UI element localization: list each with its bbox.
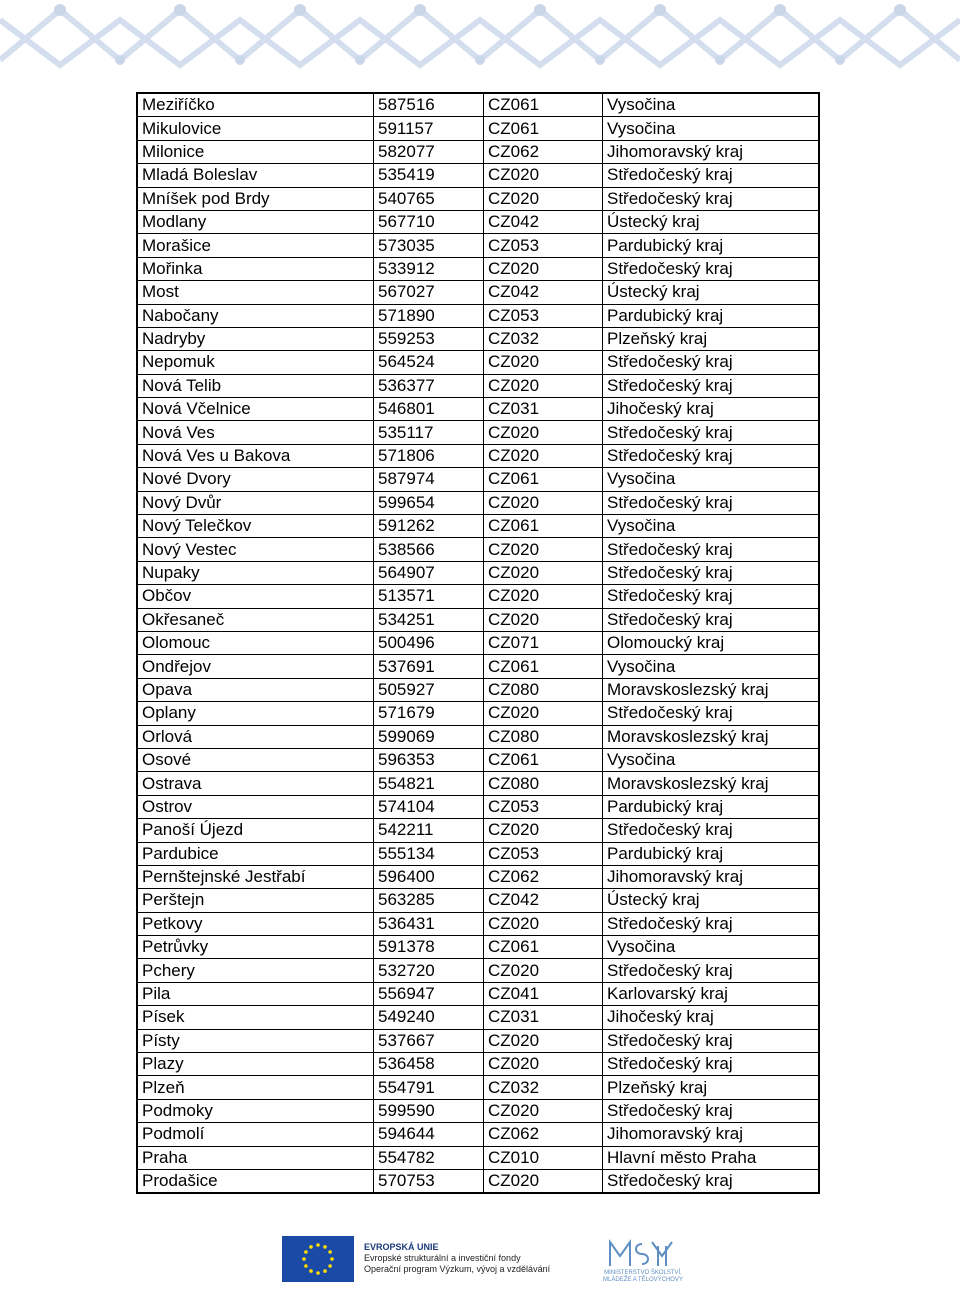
- table-row: [137, 912, 819, 935]
- region-name-cell: Vysočina: [603, 515, 820, 538]
- table-row: [137, 889, 819, 912]
- municipality-code-cell: 549240: [374, 1006, 484, 1029]
- municipality-code-cell: 538566: [374, 538, 484, 561]
- region-name-cell: Ústecký kraj: [603, 210, 820, 233]
- region-name-cell: Vysočina: [603, 655, 820, 678]
- municipality-name-cell: Olomouc: [137, 631, 374, 654]
- region-code-cell: CZ020: [484, 257, 603, 280]
- eu-star-icon: [323, 1269, 327, 1273]
- region-code-cell: CZ032: [484, 327, 603, 350]
- table-row: [137, 304, 819, 327]
- table-row: [137, 398, 819, 421]
- municipality-code-cell: 536431: [374, 912, 484, 935]
- table-row: [137, 327, 819, 350]
- table-row: [137, 608, 819, 631]
- region-name-cell: Středočeský kraj: [603, 819, 820, 842]
- region-name-cell: Středočeský kraj: [603, 1169, 820, 1193]
- municipality-code-cell: 554791: [374, 1076, 484, 1099]
- table-row: [137, 257, 819, 280]
- region-code-cell: CZ020: [484, 444, 603, 467]
- region-code-cell: CZ020: [484, 585, 603, 608]
- region-code-cell: CZ080: [484, 678, 603, 701]
- municipality-code-cell: 536377: [374, 374, 484, 397]
- region-code-cell: CZ053: [484, 842, 603, 865]
- municipality-code-cell: 564524: [374, 351, 484, 374]
- table-row: [137, 351, 819, 374]
- region-name-cell: Jihomoravský kraj: [603, 865, 820, 888]
- municipality-name-cell: Prodašice: [137, 1169, 374, 1193]
- municipality-name-cell: Nový Telečkov: [137, 515, 374, 538]
- municipality-code-cell: 500496: [374, 631, 484, 654]
- eu-star-icon: [323, 1245, 327, 1249]
- region-name-cell: Středočeský kraj: [603, 164, 820, 187]
- table-row: [137, 982, 819, 1005]
- table-row: [137, 585, 819, 608]
- region-name-cell: Jihomoravský kraj: [603, 140, 820, 163]
- table-row: [137, 561, 819, 584]
- region-code-cell: CZ020: [484, 351, 603, 374]
- region-name-cell: Jihočeský kraj: [603, 398, 820, 421]
- table-row: [137, 515, 819, 538]
- region-code-cell: CZ020: [484, 819, 603, 842]
- table-row: [137, 421, 819, 444]
- region-name-cell: Ústecký kraj: [603, 281, 820, 304]
- municipality-code-cell: 567710: [374, 210, 484, 233]
- region-name-cell: Středočeský kraj: [603, 1099, 820, 1122]
- table-row: [137, 655, 819, 678]
- municipality-code-cell: 505927: [374, 678, 484, 701]
- region-code-cell: CZ053: [484, 304, 603, 327]
- eu-flag-icon: [282, 1236, 354, 1282]
- table-row: [137, 281, 819, 304]
- region-code-cell: CZ062: [484, 1123, 603, 1146]
- region-name-cell: Vysočina: [603, 468, 820, 491]
- eu-star-icon: [304, 1250, 308, 1254]
- region-code-cell: CZ020: [484, 561, 603, 584]
- municipality-code-cell: 571890: [374, 304, 484, 327]
- region-name-cell: Středočeský kraj: [603, 702, 820, 725]
- municipality-code-cell: 574104: [374, 795, 484, 818]
- region-name-cell: Vysočina: [603, 748, 820, 771]
- municipality-code-cell: 591378: [374, 936, 484, 959]
- region-code-cell: CZ053: [484, 234, 603, 257]
- municipality-code-cell: 535419: [374, 164, 484, 187]
- eu-star-icon: [328, 1264, 332, 1268]
- region-code-cell: CZ031: [484, 1006, 603, 1029]
- region-code-cell: CZ020: [484, 374, 603, 397]
- municipality-name-cell: Oplany: [137, 702, 374, 725]
- municipality-name-cell: Pernštejnské Jestřabí: [137, 865, 374, 888]
- table-row: [137, 117, 819, 140]
- region-name-cell: Středočeský kraj: [603, 608, 820, 631]
- municipality-code-cell: 591262: [374, 515, 484, 538]
- region-code-cell: CZ042: [484, 210, 603, 233]
- eu-star-icon: [309, 1269, 313, 1273]
- table-row: [137, 795, 819, 818]
- municipality-name-cell: Nová Včelnice: [137, 398, 374, 421]
- municipality-code-cell: 570753: [374, 1169, 484, 1193]
- table-row: [137, 959, 819, 982]
- municipality-name-cell: Pardubice: [137, 842, 374, 865]
- region-code-cell: CZ071: [484, 631, 603, 654]
- municipality-name-cell: Plazy: [137, 1053, 374, 1076]
- region-code-cell: CZ061: [484, 748, 603, 771]
- msmt-caption-line-2: MLÁDEŽE A TĚLOVÝCHOVY: [603, 1277, 683, 1283]
- region-name-cell: Středočeský kraj: [603, 538, 820, 561]
- region-code-cell: CZ061: [484, 468, 603, 491]
- municipality-name-cell: Petkovy: [137, 912, 374, 935]
- table-row: [137, 538, 819, 561]
- municipality-name-cell: Most: [137, 281, 374, 304]
- municipality-name-cell: Okřesaneč: [137, 608, 374, 631]
- region-code-cell: CZ061: [484, 117, 603, 140]
- eu-star-icon: [328, 1250, 332, 1254]
- region-name-cell: Středočeský kraj: [603, 959, 820, 982]
- region-code-cell: CZ062: [484, 140, 603, 163]
- municipality-code-cell: 599590: [374, 1099, 484, 1122]
- region-code-cell: CZ062: [484, 865, 603, 888]
- table-row: [137, 1099, 819, 1122]
- msmt-caption-line-1: MINISTERSTVO ŠKOLSTVÍ,: [604, 1270, 682, 1276]
- municipality-name-cell: Podmolí: [137, 1123, 374, 1146]
- region-code-cell: CZ020: [484, 187, 603, 210]
- municipality-code-cell: 599069: [374, 725, 484, 748]
- municipality-name-cell: Mníšek pod Brdy: [137, 187, 374, 210]
- region-code-cell: CZ061: [484, 936, 603, 959]
- region-name-cell: Středočeský kraj: [603, 187, 820, 210]
- municipality-code-cell: 532720: [374, 959, 484, 982]
- municipality-name-cell: Písty: [137, 1029, 374, 1052]
- table-row: [137, 772, 819, 795]
- table-row: [137, 234, 819, 257]
- eu-star-icon: [304, 1264, 308, 1268]
- region-code-cell: CZ020: [484, 959, 603, 982]
- municipality-code-cell: 535117: [374, 421, 484, 444]
- region-name-cell: Vysočina: [603, 93, 820, 117]
- municipality-name-cell: Ondřejov: [137, 655, 374, 678]
- table-row: [137, 491, 819, 514]
- municipality-name-cell: Pchery: [137, 959, 374, 982]
- table-row: [137, 842, 819, 865]
- region-name-cell: Jihočeský kraj: [603, 1006, 820, 1029]
- municipality-name-cell: Nový Vestec: [137, 538, 374, 561]
- municipality-code-cell: 567027: [374, 281, 484, 304]
- region-name-cell: Plzeňský kraj: [603, 327, 820, 350]
- region-code-cell: CZ061: [484, 655, 603, 678]
- header-decorative-pattern: [0, 0, 960, 70]
- region-name-cell: Hlavní město Praha: [603, 1146, 820, 1169]
- municipality-name-cell: Písek: [137, 1006, 374, 1029]
- municipality-code-cell: 537691: [374, 655, 484, 678]
- municipality-name-cell: Nová Ves u Bakova: [137, 444, 374, 467]
- municipality-code-cell: 571679: [374, 702, 484, 725]
- region-name-cell: Středočeský kraj: [603, 491, 820, 514]
- region-name-cell: Pardubický kraj: [603, 795, 820, 818]
- municipality-code-cell: 582077: [374, 140, 484, 163]
- region-name-cell: Moravskoslezský kraj: [603, 678, 820, 701]
- region-name-cell: Plzeňský kraj: [603, 1076, 820, 1099]
- region-code-cell: CZ020: [484, 1169, 603, 1193]
- municipality-code-cell: 534251: [374, 608, 484, 631]
- municipality-code-cell: 536458: [374, 1053, 484, 1076]
- municipality-name-cell: Nová Ves: [137, 421, 374, 444]
- region-code-cell: CZ080: [484, 772, 603, 795]
- region-name-cell: Moravskoslezský kraj: [603, 725, 820, 748]
- municipality-name-cell: Nupaky: [137, 561, 374, 584]
- region-code-cell: CZ010: [484, 1146, 603, 1169]
- municipality-code-cell: 596353: [374, 748, 484, 771]
- table-row: [137, 140, 819, 163]
- table-row: [137, 936, 819, 959]
- eu-star-icon: [302, 1257, 306, 1261]
- eu-title: EVROPSKÁ UNIE: [364, 1242, 439, 1252]
- table-row: [137, 187, 819, 210]
- eu-star-icon: [330, 1257, 334, 1261]
- table-row: [137, 748, 819, 771]
- municipality-code-cell: 533912: [374, 257, 484, 280]
- region-code-cell: CZ020: [484, 608, 603, 631]
- municipality-code-cell: 556947: [374, 982, 484, 1005]
- region-code-cell: CZ020: [484, 1099, 603, 1122]
- table-row: [137, 1146, 819, 1169]
- table-row: [137, 631, 819, 654]
- region-code-cell: CZ020: [484, 1029, 603, 1052]
- region-code-cell: CZ080: [484, 725, 603, 748]
- municipality-name-cell: Nabočany: [137, 304, 374, 327]
- municipality-name-cell: Nepomuk: [137, 351, 374, 374]
- table-row: [137, 468, 819, 491]
- region-code-cell: CZ061: [484, 515, 603, 538]
- municipality-code-cell: 571806: [374, 444, 484, 467]
- municipality-name-cell: Nová Telib: [137, 374, 374, 397]
- region-name-cell: Středočeský kraj: [603, 561, 820, 584]
- eu-programme-line: Operační program Výzkum, vývoj a vzdělávání: [364, 1264, 551, 1274]
- region-name-cell: Pardubický kraj: [603, 842, 820, 865]
- eu-logo-text: [364, 1242, 550, 1275]
- table-row: [137, 210, 819, 233]
- eu-star-icon: [316, 1243, 320, 1247]
- region-code-cell: CZ041: [484, 982, 603, 1005]
- municipality-code-cell: 513571: [374, 585, 484, 608]
- municipality-code-cell: 540765: [374, 187, 484, 210]
- municipality-name-cell: Ostrava: [137, 772, 374, 795]
- region-name-cell: Středočeský kraj: [603, 374, 820, 397]
- municipality-table-body: [137, 93, 819, 1193]
- region-code-cell: CZ042: [484, 281, 603, 304]
- municipality-name-cell: Praha: [137, 1146, 374, 1169]
- table-row: [137, 1053, 819, 1076]
- region-name-cell: Středočeský kraj: [603, 257, 820, 280]
- region-code-cell: CZ020: [484, 491, 603, 514]
- municipality-code-cell: 587516: [374, 93, 484, 117]
- municipality-code-cell: 599654: [374, 491, 484, 514]
- eu-star-icon: [309, 1245, 313, 1249]
- region-name-cell: Pardubický kraj: [603, 234, 820, 257]
- region-name-cell: Jihomoravský kraj: [603, 1123, 820, 1146]
- eu-star-icon: [316, 1271, 320, 1275]
- municipality-name-cell: Pila: [137, 982, 374, 1005]
- municipality-name-cell: Podmoky: [137, 1099, 374, 1122]
- region-name-cell: Středočeský kraj: [603, 1053, 820, 1076]
- municipality-name-cell: Meziříčko: [137, 93, 374, 117]
- region-name-cell: Středočeský kraj: [603, 1029, 820, 1052]
- eu-funds-line: Evropské strukturální a investiční fondy: [364, 1253, 521, 1263]
- municipality-code-cell: 587974: [374, 468, 484, 491]
- municipality-name-cell: Mořinka: [137, 257, 374, 280]
- table-row: [137, 1029, 819, 1052]
- table-row: [137, 374, 819, 397]
- municipality-name-cell: Ostrov: [137, 795, 374, 818]
- municipality-table: [136, 92, 820, 1194]
- municipality-table-container: [136, 92, 820, 1194]
- municipality-code-cell: 554821: [374, 772, 484, 795]
- municipality-name-cell: Občov: [137, 585, 374, 608]
- municipality-name-cell: Milonice: [137, 140, 374, 163]
- municipality-name-cell: Mikulovice: [137, 117, 374, 140]
- region-code-cell: CZ020: [484, 164, 603, 187]
- table-row: [137, 1076, 819, 1099]
- region-code-cell: CZ020: [484, 912, 603, 935]
- table-row: [137, 865, 819, 888]
- table-row: [137, 725, 819, 748]
- municipality-code-cell: 546801: [374, 398, 484, 421]
- region-name-cell: Vysočina: [603, 936, 820, 959]
- region-name-cell: Ústecký kraj: [603, 889, 820, 912]
- municipality-code-cell: 555134: [374, 842, 484, 865]
- region-code-cell: CZ053: [484, 795, 603, 818]
- region-code-cell: CZ042: [484, 889, 603, 912]
- municipality-name-cell: Nové Dvory: [137, 468, 374, 491]
- msmt-caption: [598, 1270, 688, 1284]
- municipality-name-cell: Perštejn: [137, 889, 374, 912]
- footer-logos: [282, 1236, 682, 1286]
- region-code-cell: CZ020: [484, 421, 603, 444]
- municipality-name-cell: Mladá Boleslav: [137, 164, 374, 187]
- table-row: [137, 1169, 819, 1193]
- region-code-cell: CZ020: [484, 702, 603, 725]
- municipality-name-cell: Petrůvky: [137, 936, 374, 959]
- municipality-name-cell: Panoší Újezd: [137, 819, 374, 842]
- table-row: [137, 444, 819, 467]
- region-name-cell: Pardubický kraj: [603, 304, 820, 327]
- region-name-cell: Středočeský kraj: [603, 444, 820, 467]
- region-name-cell: Moravskoslezský kraj: [603, 772, 820, 795]
- table-row: [137, 702, 819, 725]
- region-name-cell: Vysočina: [603, 117, 820, 140]
- municipality-code-cell: 542211: [374, 819, 484, 842]
- region-code-cell: CZ020: [484, 1053, 603, 1076]
- table-row: [137, 164, 819, 187]
- municipality-code-cell: 537667: [374, 1029, 484, 1052]
- municipality-code-cell: 563285: [374, 889, 484, 912]
- region-code-cell: CZ061: [484, 93, 603, 117]
- municipality-name-cell: Morašice: [137, 234, 374, 257]
- region-code-cell: CZ032: [484, 1076, 603, 1099]
- region-name-cell: Středočeský kraj: [603, 351, 820, 374]
- region-code-cell: CZ031: [484, 398, 603, 421]
- municipality-name-cell: Orlová: [137, 725, 374, 748]
- municipality-name-cell: Plzeň: [137, 1076, 374, 1099]
- table-row: [137, 678, 819, 701]
- municipality-name-cell: Modlany: [137, 210, 374, 233]
- municipality-code-cell: 594644: [374, 1123, 484, 1146]
- region-code-cell: CZ020: [484, 538, 603, 561]
- region-name-cell: Středočeský kraj: [603, 585, 820, 608]
- municipality-code-cell: 554782: [374, 1146, 484, 1169]
- table-row: [137, 93, 819, 117]
- municipality-code-cell: 564907: [374, 561, 484, 584]
- municipality-code-cell: 591157: [374, 117, 484, 140]
- table-row: [137, 819, 819, 842]
- region-name-cell: Olomoucký kraj: [603, 631, 820, 654]
- municipality-code-cell: 573035: [374, 234, 484, 257]
- municipality-name-cell: Nadryby: [137, 327, 374, 350]
- table-row: [137, 1006, 819, 1029]
- table-row: [137, 1123, 819, 1146]
- municipality-name-cell: Nový Dvůr: [137, 491, 374, 514]
- municipality-name-cell: Osové: [137, 748, 374, 771]
- region-name-cell: Středočeský kraj: [603, 421, 820, 444]
- region-name-cell: Karlovarský kraj: [603, 982, 820, 1005]
- municipality-name-cell: Opava: [137, 678, 374, 701]
- municipality-code-cell: 596400: [374, 865, 484, 888]
- municipality-code-cell: 559253: [374, 327, 484, 350]
- region-name-cell: Středočeský kraj: [603, 912, 820, 935]
